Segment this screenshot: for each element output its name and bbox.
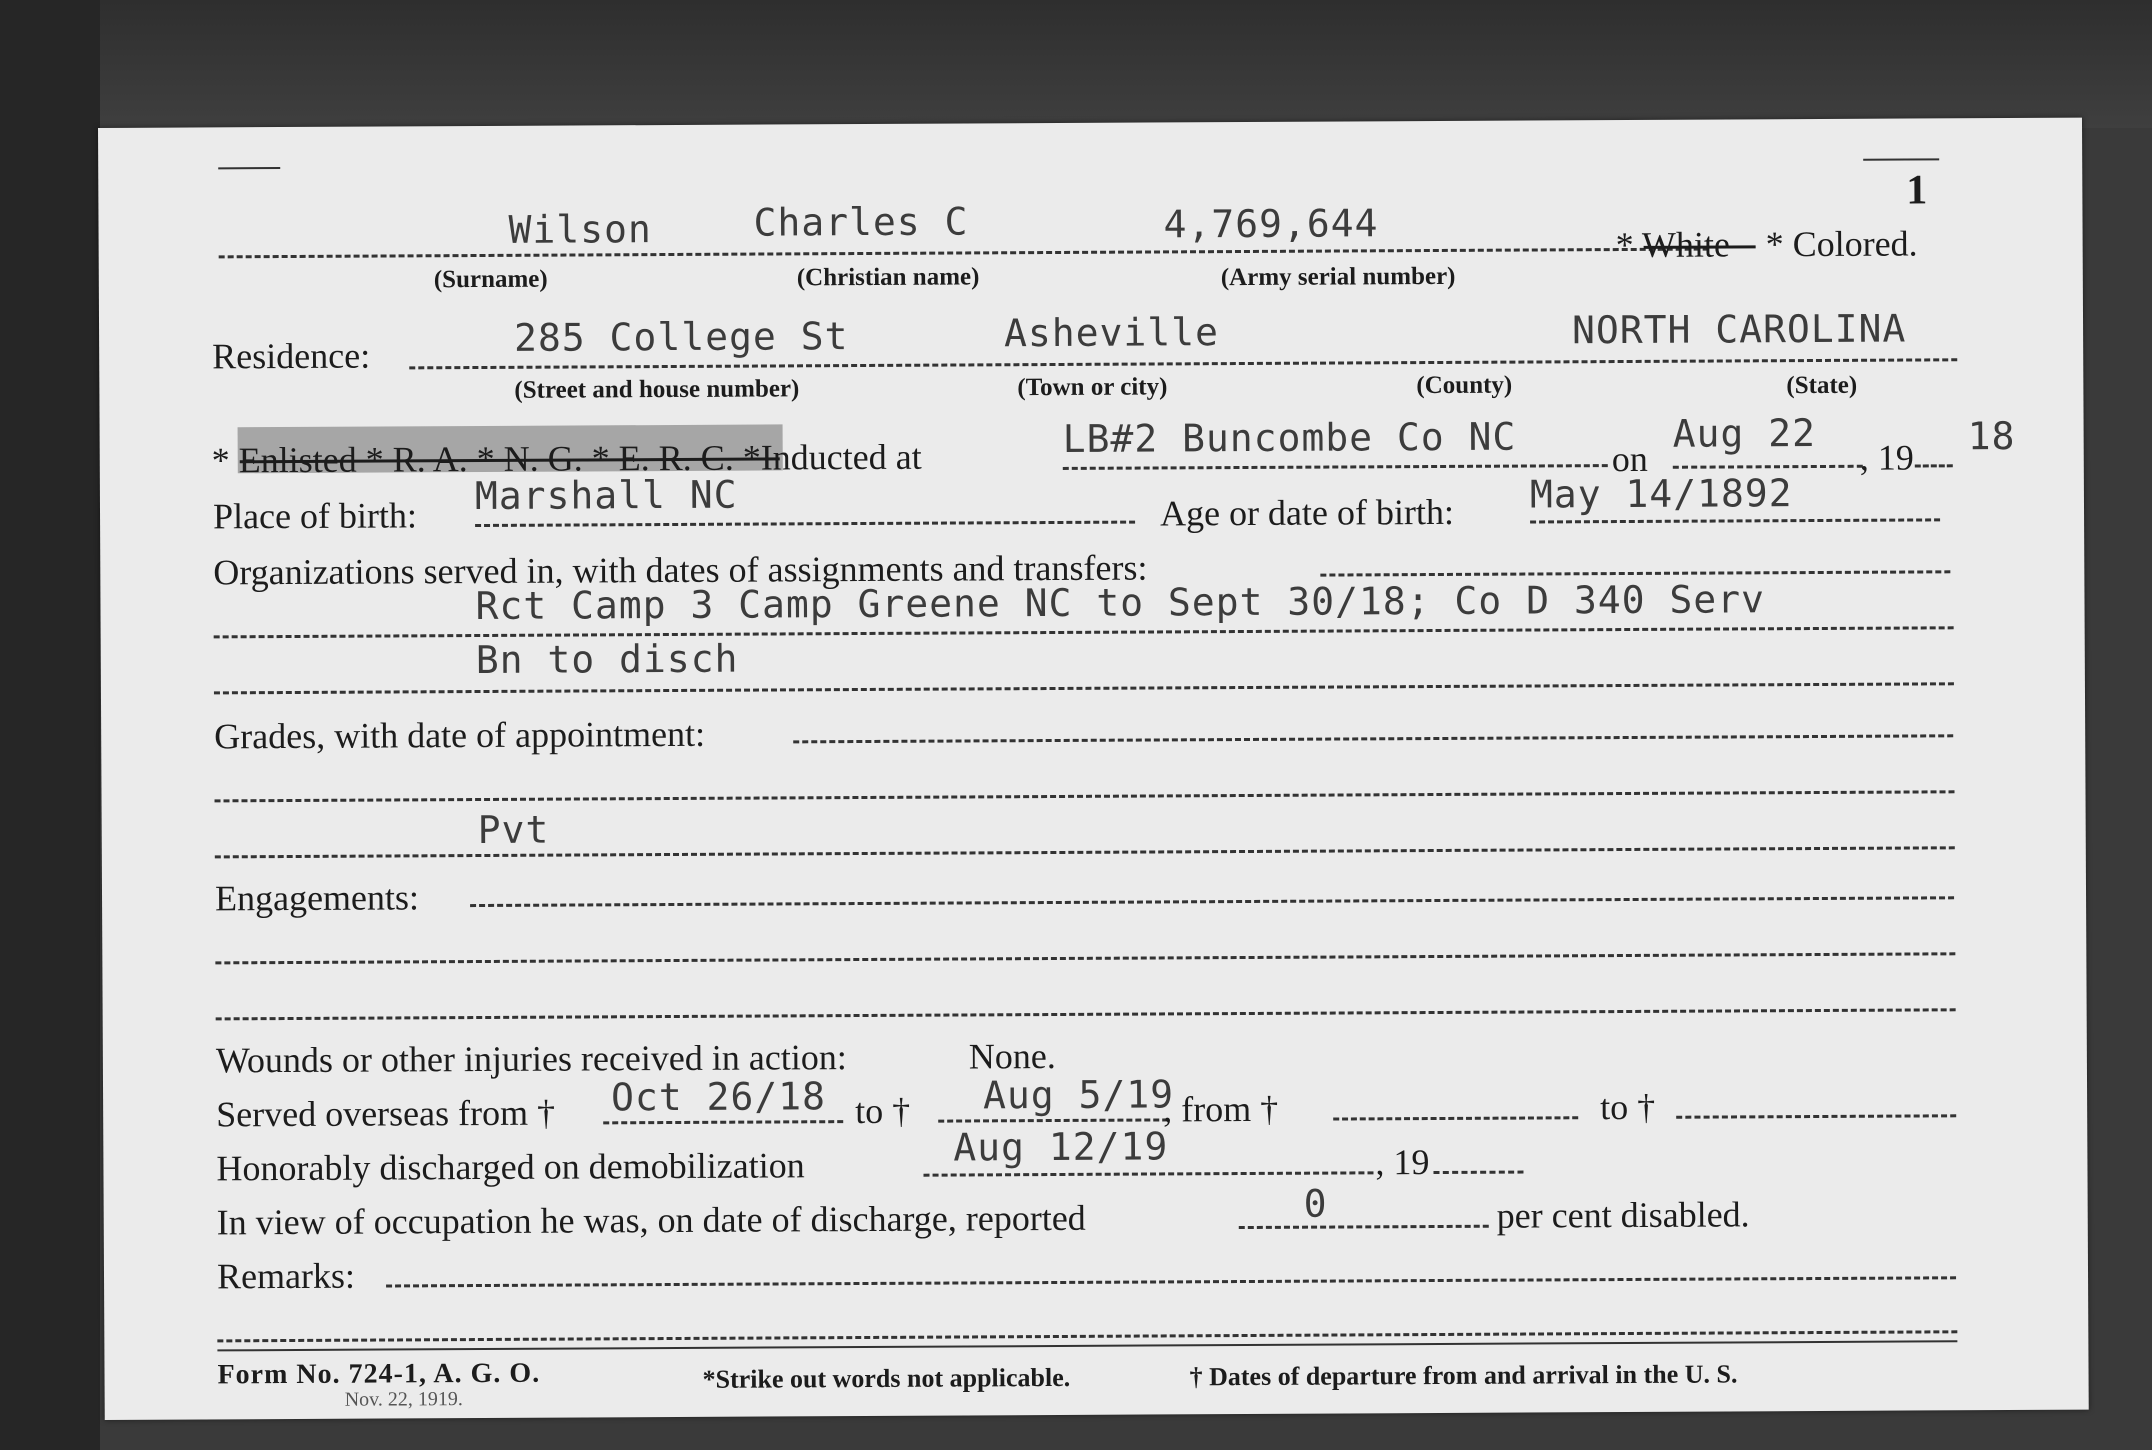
- serial-number-value: 4,769,644: [1163, 201, 1379, 247]
- birth-date-label: Age or date of birth:: [1159, 491, 1455, 534]
- form-number: Form No. 724-1, A. G. O.: [217, 1357, 541, 1391]
- remarks-label: Remarks:: [216, 1255, 356, 1297]
- organizations-value-line1: Rct Camp 3 Camp Greene NC to Sept 30/18; Co D 340 Serv: [475, 577, 1766, 629]
- grades-label: Grades, with date of appointment:: [214, 713, 706, 757]
- birth-place-line: [475, 521, 1135, 527]
- induction-date-line: [1673, 465, 1863, 469]
- disability-suffix: per cent disabled.: [1496, 1194, 1750, 1236]
- organizations-line-2: [214, 682, 1954, 694]
- overseas-to-value: Aug 5/19: [982, 1072, 1175, 1118]
- organizations-label: Organizations served in, with dates of assignments and transfers:: [213, 547, 1148, 593]
- footnote-strike-out: *Strike out words not applicable.: [702, 1362, 1071, 1394]
- organizations-line-1: [214, 626, 1954, 638]
- induction-year-value: 18: [1967, 413, 2016, 459]
- discharge-label: Honorably discharged on demobilization: [216, 1145, 805, 1189]
- inducted-place-value: LB#2 Buncombe Co NC: [1062, 414, 1517, 461]
- birth-place-value: Marshall NC: [474, 472, 738, 519]
- engagements-line-2: [216, 1008, 1956, 1020]
- wounds-label: Wounds or other injuries received in action:: [215, 1037, 847, 1081]
- induction-year-prefix: , 19: [1859, 437, 1914, 478]
- organizations-line-0: [1320, 570, 1950, 576]
- race-white: * White: [1615, 224, 1731, 266]
- discharge-year-line: [1433, 1171, 1523, 1174]
- white-strikeout: [1644, 245, 1756, 249]
- state-caption: (State): [1786, 371, 1858, 400]
- grade-value: Pvt: [477, 807, 550, 853]
- residence-line: [409, 358, 1957, 369]
- race-colored: * Colored.: [1765, 223, 1918, 265]
- residence-label: Residence:: [212, 335, 371, 377]
- organizations-value-line2: Bn to disch: [475, 636, 739, 683]
- inducted-place-line: [1063, 464, 1608, 470]
- name-line: [219, 248, 1709, 259]
- engagements-line-0: [470, 896, 1954, 907]
- scan-background-left: [0, 0, 100, 1450]
- disability-label: In view of occupation he was, on date of discharge, reported: [216, 1197, 1086, 1243]
- overseas-from-value: Oct 26/18: [610, 1074, 827, 1120]
- enlistment-type-labels: * Enlisted * R. A. * N. G. * E. R. C. *Inducted at: [211, 436, 922, 481]
- street-value: 285 College St: [513, 314, 849, 360]
- discharge-year-label: , 19: [1375, 1142, 1430, 1183]
- grades-line-2: [215, 846, 1955, 858]
- grades-line-0: [793, 734, 1953, 743]
- footnote-dates: † Dates of departure from and arrival in the U. S.: [1189, 1359, 1738, 1392]
- serial-number-caption: (Army serial number): [1220, 262, 1456, 292]
- christian-name-value: Charles C: [753, 199, 969, 245]
- overseas-label: Served overseas from †: [216, 1092, 556, 1135]
- remarks-line-0: [386, 1276, 1956, 1287]
- corner-mark-right: [1863, 158, 1939, 160]
- engagements-line-1: [215, 952, 1955, 964]
- overseas-to-line: [938, 1118, 1168, 1122]
- state-value: NORTH CAROLINA: [1571, 306, 1907, 353]
- service-record-card: [98, 118, 2089, 1420]
- surname-value: Wilson: [508, 207, 652, 252]
- overseas-from2-label: , from †: [1163, 1088, 1279, 1130]
- wounds-value: None.: [968, 1035, 1056, 1077]
- surname-caption: (Surname): [433, 265, 548, 294]
- card-number: 1: [1906, 167, 1928, 214]
- corner-mark: [218, 167, 280, 169]
- town-caption: (Town or city): [1017, 373, 1168, 402]
- county-caption: (County): [1416, 371, 1513, 400]
- grades-line-1: [215, 790, 1955, 802]
- footer-rule: [217, 1340, 1957, 1351]
- overseas-to-label: to †: [855, 1090, 911, 1132]
- overseas-to2-line: [1676, 1114, 1956, 1118]
- christian-name-caption: (Christian name): [796, 263, 980, 292]
- birth-date-value: May 14/1892: [1529, 471, 1793, 517]
- induction-year-line: [1915, 464, 1953, 467]
- discharge-date-line: [923, 1171, 1373, 1176]
- overseas-from2-line: [1333, 1116, 1578, 1120]
- overseas-from-line: [603, 1120, 843, 1124]
- scan-background-top: [0, 0, 2152, 128]
- discharge-date-value: Aug 12/19: [953, 1124, 1169, 1170]
- birth-date-line: [1530, 518, 1940, 523]
- on-label: on: [1611, 438, 1648, 480]
- town-value: Asheville: [1003, 310, 1220, 356]
- disability-value: 0: [1303, 1181, 1328, 1226]
- overseas-to2-label: to †: [1600, 1086, 1656, 1128]
- induction-date-value: Aug 22: [1672, 411, 1817, 456]
- disability-line: [1239, 1225, 1489, 1229]
- engagements-label: Engagements:: [214, 877, 420, 919]
- remarks-line-1: [217, 1330, 1957, 1342]
- form-date: Nov. 22, 1919.: [344, 1388, 463, 1411]
- street-caption: (Street and house number): [514, 375, 800, 404]
- birth-place-label: Place of birth:: [212, 495, 418, 537]
